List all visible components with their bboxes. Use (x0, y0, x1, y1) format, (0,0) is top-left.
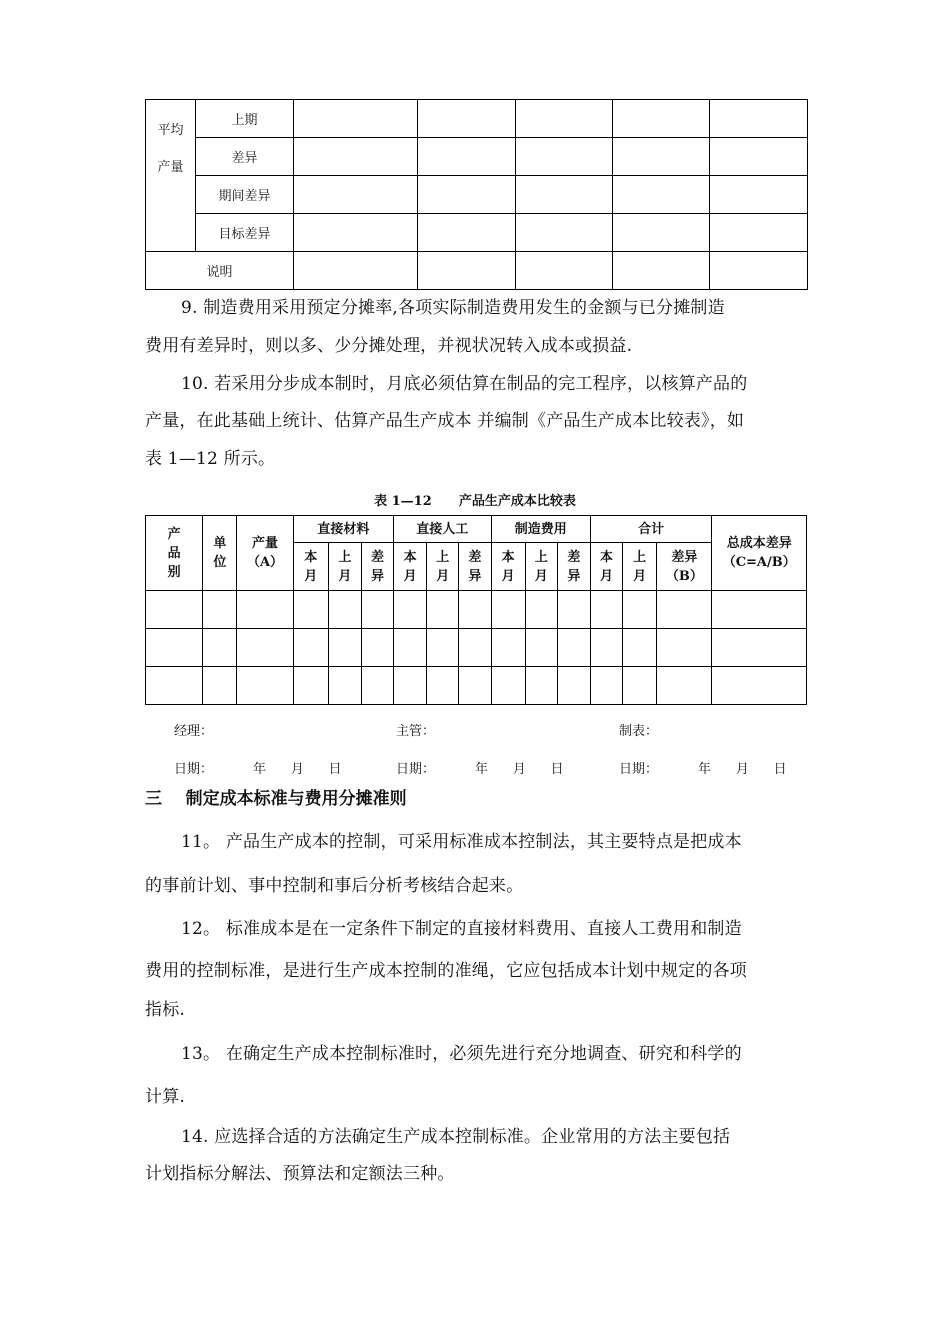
table-cell[interactable] (710, 176, 808, 214)
para9-line2: 费用有差异时，则以多、少分摊处理，并视状况转入成本或损益. (145, 336, 633, 356)
date-label: 日期： (619, 762, 659, 777)
sub-last-month: 上 月 (328, 543, 361, 591)
para9-line1: 9. 制造费用采用预定分摊率,各项实际制造费用发生的金额与已分摊制造 (181, 298, 725, 318)
table-cell[interactable] (590, 591, 622, 629)
table-cell[interactable] (525, 667, 557, 705)
table-cell[interactable] (516, 252, 613, 290)
table-cell[interactable] (394, 667, 427, 705)
table-cell[interactable] (525, 629, 557, 667)
table-cell[interactable] (613, 252, 710, 290)
preparer-label: 制表： (619, 724, 659, 739)
table-cell[interactable] (613, 214, 710, 252)
row-label-previous-period: 上期 (196, 100, 294, 138)
table-cell[interactable] (328, 629, 361, 667)
table-cell[interactable] (394, 629, 427, 667)
para12-line1: 12。 标准成本是在一定条件下制定的直接材料费用、直接人工费用和制造 (181, 919, 742, 939)
table-cell[interactable] (294, 176, 418, 214)
sub-difference-b: 差异 （B） (657, 543, 712, 591)
table-cell[interactable] (427, 667, 459, 705)
table-row (146, 667, 807, 705)
sub-this-month: 本 月 (394, 543, 427, 591)
product-cost-comparison-table (145, 515, 807, 705)
table-cell[interactable] (516, 176, 613, 214)
table-cell[interactable] (427, 629, 459, 667)
date-label: 日期： (174, 762, 214, 777)
table-cell[interactable] (361, 591, 393, 629)
para10-line2: 产量，在此基础上统计、估算产品生产成本 并编制《产品生产成本比较表》，如 (145, 411, 745, 431)
table-cell[interactable] (712, 629, 807, 667)
average-output-label: 平均 产量 (146, 100, 196, 252)
table-cell[interactable] (237, 629, 293, 667)
table-cell[interactable] (712, 591, 807, 629)
table-cell[interactable] (613, 176, 710, 214)
average-output-table (145, 99, 808, 290)
day-label: 日 (773, 762, 787, 777)
table-cell[interactable] (328, 667, 361, 705)
header-direct-materials: 直接材料 (293, 516, 393, 543)
table-cell[interactable] (459, 629, 491, 667)
table-cell[interactable] (613, 100, 710, 138)
table-cell[interactable] (146, 667, 203, 705)
para11-line2: 的事前计划、事中控制和事后分析考核结合起来。 (145, 876, 524, 896)
table-cell[interactable] (418, 138, 516, 176)
para14-line2: 计划指标分解法、预算法和定额法三种。 (145, 1164, 455, 1184)
supervisor-label: 主管： (396, 724, 436, 739)
month-label: 月 (512, 762, 526, 777)
table-cell[interactable] (459, 591, 491, 629)
row-label-period-difference: 期间差异 (196, 176, 294, 214)
table-cell[interactable] (590, 667, 622, 705)
para10-line3: 表 1—12 所示。 (145, 449, 276, 469)
table-caption: 表 1—12 产品生产成本比较表 (374, 494, 576, 509)
table-row (146, 591, 807, 629)
header-total-cost-difference: 总成本差异 （C=A/B） (712, 516, 807, 591)
table-cell[interactable] (710, 100, 808, 138)
date-line-3 (619, 758, 787, 777)
table-cell[interactable] (293, 591, 328, 629)
table-cell[interactable] (418, 214, 516, 252)
date-line-1 (174, 758, 342, 777)
table-cell[interactable] (146, 591, 203, 629)
table-cell[interactable] (203, 591, 237, 629)
para13-line2: 计算. (145, 1087, 186, 1107)
table-cell[interactable] (657, 667, 712, 705)
sub-this-month: 本 月 (491, 543, 525, 591)
table-cell[interactable] (491, 591, 525, 629)
table-cell[interactable] (294, 100, 418, 138)
sub-this-month: 本 月 (293, 543, 328, 591)
manager-label: 经理： (174, 724, 214, 739)
year-label: 年 (475, 762, 489, 777)
table-cell[interactable] (710, 138, 808, 176)
table-cell[interactable] (294, 138, 418, 176)
table-cell[interactable] (418, 176, 516, 214)
table-cell[interactable] (203, 667, 237, 705)
table-cell[interactable] (237, 591, 293, 629)
month-label: 月 (290, 762, 304, 777)
header-total: 合计 (590, 516, 712, 543)
para13-line1: 13。 在确定生产成本控制标准时，必须先进行充分地调查、研究和科学的 (181, 1044, 742, 1064)
sub-this-month: 本 月 (590, 543, 622, 591)
header-direct-labor: 直接人工 (394, 516, 491, 543)
table-cell[interactable] (525, 591, 557, 629)
table-cell[interactable] (516, 138, 613, 176)
table-cell[interactable] (623, 591, 657, 629)
table-cell[interactable] (657, 629, 712, 667)
table-cell[interactable] (418, 252, 516, 290)
row-label-note: 说明 (146, 252, 294, 290)
row-label-target-difference: 目标差异 (196, 214, 294, 252)
para11-line1: 11。 产品生产成本的控制，可采用标准成本控制法，其主要特点是把成本 (181, 832, 742, 852)
table-cell[interactable] (623, 667, 657, 705)
row-label-difference: 差异 (196, 138, 294, 176)
table-cell[interactable] (328, 591, 361, 629)
para12-line2: 费用的控制标准，是进行生产成本控制的准绳，它应包括成本计划中规定的各项 (145, 961, 747, 981)
table-cell[interactable] (394, 591, 427, 629)
table-cell[interactable] (491, 629, 525, 667)
header-unit: 单 位 (203, 516, 237, 591)
para12-line3: 指标. (145, 1000, 186, 1020)
table-cell[interactable] (710, 214, 808, 252)
table-cell[interactable] (293, 629, 328, 667)
sub-difference: 差 异 (557, 543, 590, 591)
table-cell[interactable] (516, 100, 613, 138)
table-cell[interactable] (657, 591, 712, 629)
table-cell[interactable] (557, 591, 590, 629)
table-cell[interactable] (361, 667, 393, 705)
date-line-2 (396, 758, 564, 777)
table-cell[interactable] (294, 252, 418, 290)
header-product: 产 品 别 (146, 516, 203, 591)
para10-line1: 10. 若采用分步成本制时，月底必须估算在制品的完工程序，以核算产品的 (181, 374, 748, 394)
header-quantity: 产量 （A） (237, 516, 293, 591)
sub-last-month: 上 月 (623, 543, 657, 591)
day-label: 日 (550, 762, 564, 777)
table-cell[interactable] (516, 214, 613, 252)
month-label: 月 (735, 762, 749, 777)
table-cell[interactable] (427, 591, 459, 629)
table-cell[interactable] (459, 667, 491, 705)
table-cell[interactable] (557, 629, 590, 667)
table-cell[interactable] (623, 629, 657, 667)
table-cell[interactable] (613, 138, 710, 176)
year-label: 年 (698, 762, 712, 777)
table-cell[interactable] (293, 667, 328, 705)
table-cell[interactable] (491, 667, 525, 705)
table-cell[interactable] (294, 214, 418, 252)
table-cell[interactable] (557, 667, 590, 705)
table-cell[interactable] (237, 667, 293, 705)
year-label: 年 (253, 762, 267, 777)
para14-line1: 14. 应选择合适的方法确定生产成本控制标准。企业常用的方法主要包括 (181, 1127, 731, 1147)
table-cell[interactable] (712, 667, 807, 705)
sub-last-month: 上 月 (525, 543, 557, 591)
sub-difference: 差 异 (459, 543, 491, 591)
table-cell[interactable] (418, 100, 516, 138)
section-heading: 三 制定成本标准与费用分摊准则 (145, 789, 407, 809)
date-label: 日期： (396, 762, 436, 777)
day-label: 日 (328, 762, 342, 777)
table-cell[interactable] (203, 629, 237, 667)
table-row (146, 629, 807, 667)
table-cell[interactable] (361, 629, 393, 667)
table-cell[interactable] (710, 252, 808, 290)
header-manufacturing-overhead: 制造费用 (491, 516, 590, 543)
table-cell[interactable] (146, 629, 203, 667)
sub-last-month: 上 月 (427, 543, 459, 591)
sub-difference: 差 异 (361, 543, 393, 591)
table-cell[interactable] (590, 629, 622, 667)
